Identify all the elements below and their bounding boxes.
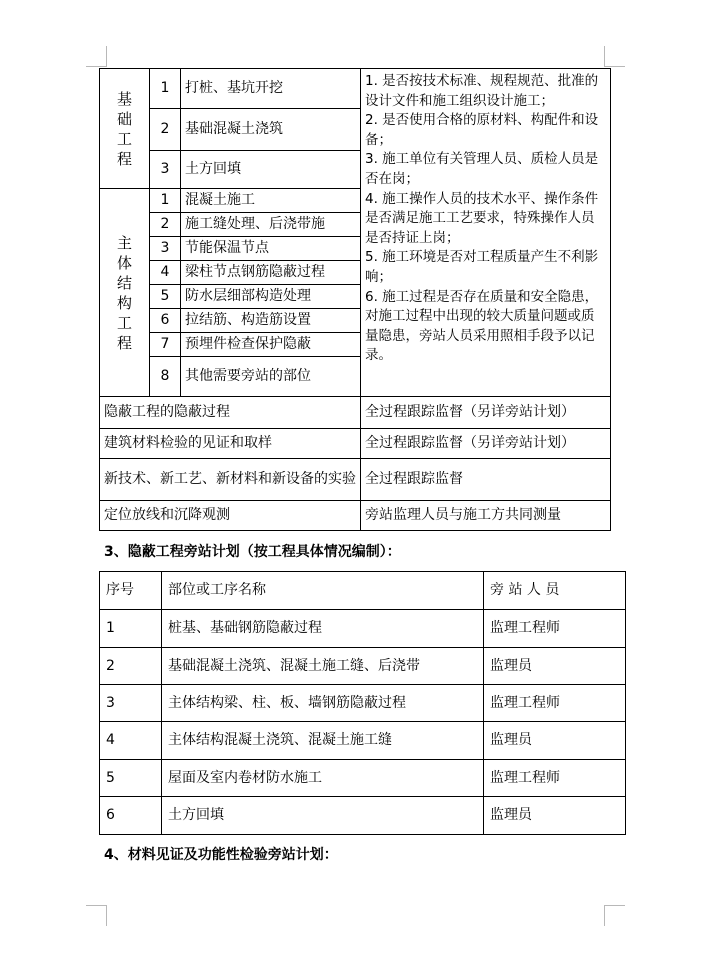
- item-number: 3: [150, 237, 181, 261]
- item-name: 预埋件检查保护隐蔽: [181, 333, 361, 357]
- inspection-item: 新技术、新工艺、新材料和新设备的实验: [100, 459, 361, 501]
- inspection-method: 全过程跟踪监督: [361, 459, 611, 501]
- section4-heading: 4、材料见证及功能性检验旁站计划：: [104, 847, 338, 863]
- table-row: [100, 760, 626, 797]
- item-number: 8: [150, 357, 181, 397]
- column-header: 部位或工序名称: [162, 572, 484, 610]
- table-row: [100, 685, 626, 722]
- item-number: 2: [150, 109, 181, 151]
- concealed-works-table: [99, 571, 626, 835]
- row-name: 基础混凝土浇筑、混凝土施工缝、后浇带: [162, 648, 484, 685]
- table-row: [100, 797, 626, 835]
- supervision-table: [99, 68, 611, 531]
- table-row: [100, 610, 626, 648]
- crop-mark-top-left: [86, 46, 107, 67]
- column-header: 旁 站 人 员: [484, 572, 626, 610]
- row-person: 监理工程师: [484, 610, 626, 648]
- inspection-item: 隐蔽工程的隐蔽过程: [100, 397, 361, 429]
- item-name: 梁柱节点钢筋隐蔽过程: [181, 261, 361, 285]
- item-name: 节能保温节点: [181, 237, 361, 261]
- item-name: 施工缝处理、后浇带施: [181, 213, 361, 237]
- row-number: 3: [100, 685, 162, 722]
- crop-mark-bottom-right: [604, 905, 625, 926]
- column-header: 序号: [100, 572, 162, 610]
- table-row: [100, 722, 626, 760]
- crop-mark-top-right: [604, 46, 625, 67]
- group-label-main-structure: 主 体 结 构 工 程: [100, 189, 150, 397]
- inspection-method: 全过程跟踪监督（另详旁站计划）: [361, 397, 611, 429]
- item-number: 5: [150, 285, 181, 309]
- row-number: 6: [100, 797, 162, 835]
- inspection-item: 建筑材料检验的见证和取样: [100, 429, 361, 459]
- item-number: 1: [150, 189, 181, 213]
- item-name: 打桩、基坑开挖: [181, 69, 361, 109]
- inspection-item: 定位放线和沉降观测: [100, 501, 361, 531]
- supervision-notes: 1. 是否按技术标准、规程规范、批准的设计文件和施工组织设计施工； 2. 是否使用合格的原材料、构配件和设备； 3. 施工单位有关管理人员、质检人员是否在岗； 4. 施工操作人员的技术水平、操作条件是否满足施工工艺要求，特殊操作人员是否持证上岗； 5. 施工环境是否对工程质量产生不利影响； 6. 施工过程是否存在质量和安全隐患，对施工过程中出现的较大质量问题或质量隐患，旁站人员采用照相手段予以记录。: [361, 69, 611, 397]
- item-number: 3: [150, 151, 181, 189]
- item-name: 土方回填: [181, 151, 361, 189]
- row-number: 2: [100, 648, 162, 685]
- item-name: 基础混凝土浇筑: [181, 109, 361, 151]
- row-number: 4: [100, 722, 162, 760]
- item-number: 1: [150, 69, 181, 109]
- row-name: 主体结构混凝土浇筑、混凝土施工缝: [162, 722, 484, 760]
- row-name: 桩基、基础钢筋隐蔽过程: [162, 610, 484, 648]
- item-number: 2: [150, 213, 181, 237]
- row-person: 监理工程师: [484, 685, 626, 722]
- section3-heading: 3、隐蔽工程旁站计划（按工程具体情况编制）：: [104, 544, 401, 560]
- crop-mark-bottom-left: [86, 905, 107, 926]
- row-name: 主体结构梁、柱、板、墙钢筋隐蔽过程: [162, 685, 484, 722]
- item-number: 6: [150, 309, 181, 333]
- row-number: 5: [100, 760, 162, 797]
- row-name: 屋面及室内卷材防水施工: [162, 760, 484, 797]
- row-person: 监理员: [484, 722, 626, 760]
- group-label-foundation: 基 础 工 程: [100, 69, 150, 189]
- row-number: 1: [100, 610, 162, 648]
- row-person: 监理工程师: [484, 760, 626, 797]
- table-row: [100, 648, 626, 685]
- item-name: 其他需要旁站的部位: [181, 357, 361, 397]
- item-number: 7: [150, 333, 181, 357]
- item-number: 4: [150, 261, 181, 285]
- inspection-method: 全过程跟踪监督（另详旁站计划）: [361, 429, 611, 459]
- row-person: 监理员: [484, 797, 626, 835]
- inspection-method: 旁站监理人员与施工方共同测量: [361, 501, 611, 531]
- item-name: 拉结筋、构造筋设置: [181, 309, 361, 333]
- item-name: 混凝土施工: [181, 189, 361, 213]
- item-name: 防水层细部构造处理: [181, 285, 361, 309]
- row-name: 土方回填: [162, 797, 484, 835]
- row-person: 监理员: [484, 648, 626, 685]
